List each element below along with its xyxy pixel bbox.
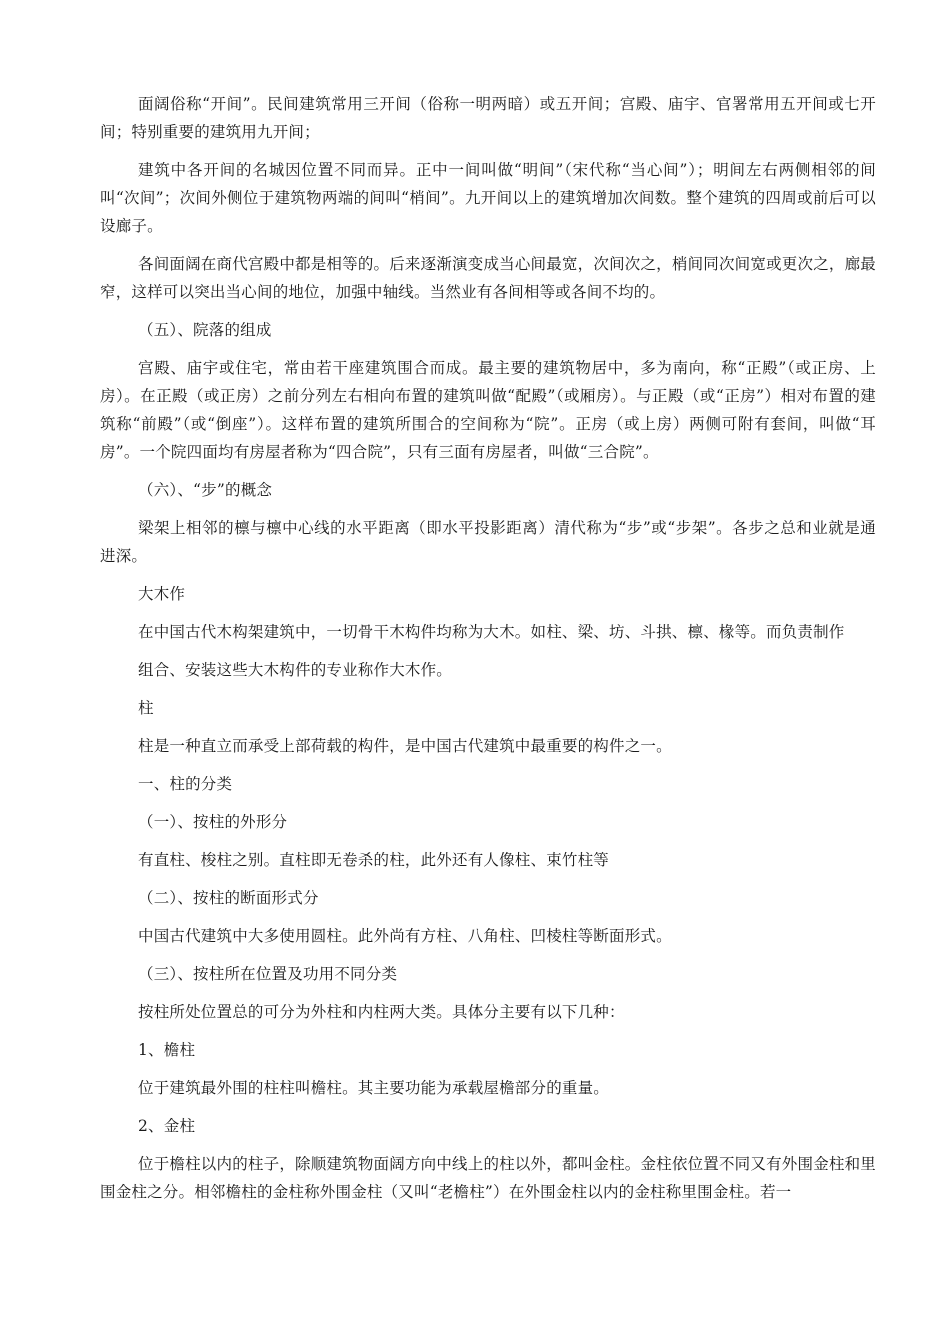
heading-eave-column: 1、檐柱 (138, 1041, 196, 1059)
paragraph-eave-column: 位于建筑最外围的柱柱叫檐柱。其主要功能为承载屋檐部分的重量。 (138, 1079, 610, 1097)
heading-by-shape: （一）、按柱的外形分 (138, 813, 288, 831)
paragraph-by-shape: 有直柱、梭柱之别。直柱即无卷杀的柱，此外还有人像柱、束竹柱等 (138, 851, 610, 869)
paragraph-column-definition: 柱是一种直立而承受上部荷载的构件，是中国古代建筑中最重要的构件之一。 (138, 737, 672, 755)
heading-gold-column: 2、金柱 (138, 1117, 196, 1135)
paragraph-bay-names: 建筑中各开间的名城因位置不同而异。正中一间叫做“明间”（宋代称“当心间”）；明间左右两侧相邻的间叫“次间”；次间外侧位于建筑物两端的间叫“梢间”。九开间以上的建筑增加次间数。整个建筑的四周或前后可以设廊子。 (100, 161, 876, 235)
heading-by-section: （二）、按柱的断面形式分 (138, 889, 319, 907)
paragraph-by-position: 按柱所处位置总的可分为外柱和内柱两大类。具体分主要有以下几种： (138, 1003, 625, 1021)
paragraph-bay-width: 面阔俗称“开间”。民间建筑常用三开间（俗称一明两暗）或五开间；宫殿、庙宇、官署常用五开间或七开间；特别重要的建筑用九开间； (100, 95, 876, 141)
paragraph-bay-evolution: 各间面阔在商代宫殿中都是相等的。后来逐渐演变成当心间最宽，次间次之，梢间同次间宽或更次之，廊最窄，这样可以突出当心间的地位，加强中轴线。当然业有各间相等或各间不均的。 (100, 255, 876, 301)
paragraph-damu: 在中国古代木构架建筑中，一切骨干木构件均称为大木。如柱、梁、坊、斗拱、檩、椽等。而负责制作 (138, 623, 845, 641)
heading-courtyard: （五）、院落的组成 (138, 321, 272, 339)
heading-damuzuo: 大木作 (138, 585, 186, 603)
document-page (100, 90, 876, 1216)
paragraph-gold-column: 位于檐柱以内的柱子，除顺建筑物面阔方向中线上的柱以外，都叫金柱。金柱依位置不同又有外围金柱和里围金柱之分。相邻檐柱的金柱称外围金柱（又叫“老檐柱”）在外围金柱以内的金柱称里围金柱。若一 (100, 1155, 876, 1201)
paragraph-bu-concept: 梁架上相邻的檩与檩中心线的水平距离（即水平投影距离）清代称为“步”或“步架”。各步之总和业就是通进深。 (100, 519, 876, 565)
heading-column-classification: 一、柱的分类 (138, 775, 233, 793)
paragraph-damuzuo: 组合、安装这些大木构件的专业称作大木作。 (138, 661, 453, 679)
paragraph-by-section: 中国古代建筑中大多使用圆柱。此外尚有方柱、八角柱、凹棱柱等断面形式。 (138, 927, 672, 945)
paragraph-courtyard: 宫殿、庙宇或住宅，常由若干座建筑围合而成。最主要的建筑物居中，多为南向，称“正殿”（或正房、上房）。在正殿（或正房）之前分列左右相向布置的建筑叫做“配殿”（或厢房）。与正殿（或“正房”）相对布置的建筑称“前殿”（或“倒座”）。这样布置的建筑所围合的空间称为“院”。正房（或上房）两侧可附有套间，叫做“耳房”。一个院四面均有房屋者称为“四合院”，只有三面有房屋者，叫做“三合院”。 (100, 359, 876, 461)
heading-by-position: （三）、按柱所在位置及功用不同分类 (138, 965, 398, 983)
heading-column: 柱 (138, 699, 154, 717)
heading-bu-concept: （六）、“步”的概念 (138, 481, 273, 499)
